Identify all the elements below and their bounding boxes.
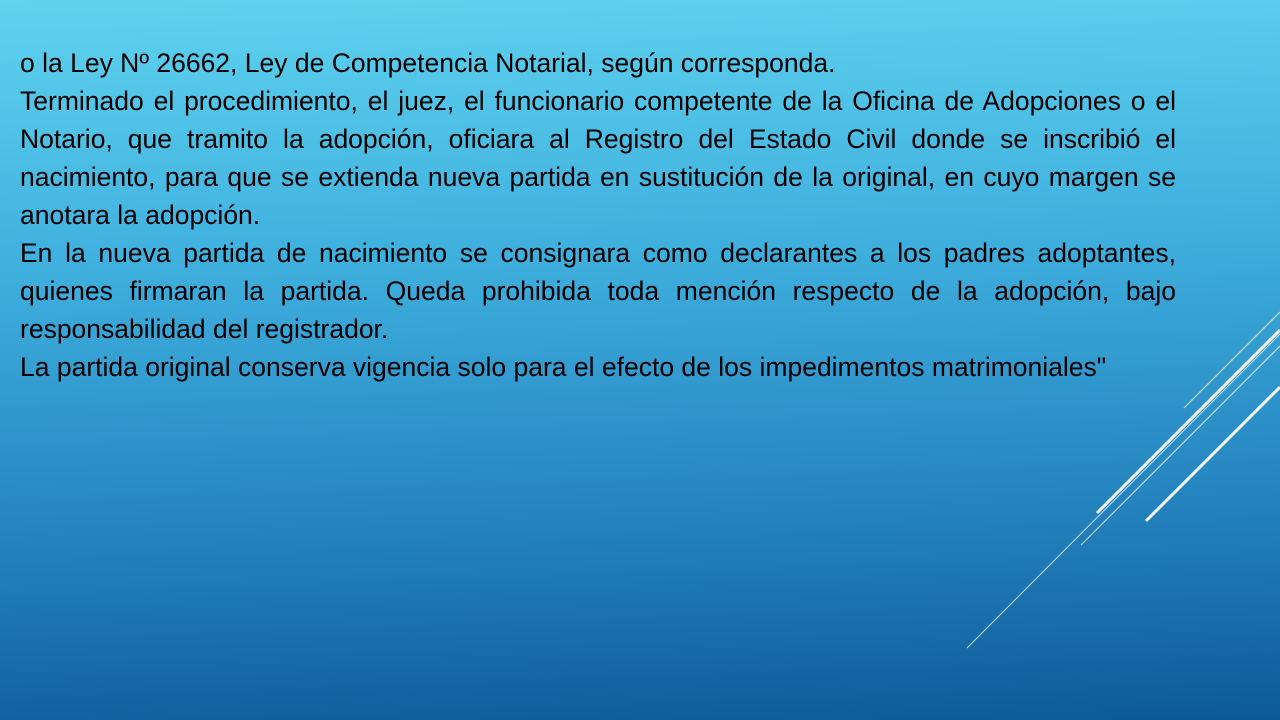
paragraph-4: La partida original conserva vigencia solo para el efecto de los impedimentos matrimoniales": [20, 352, 1107, 382]
body-text: [20, 44, 1176, 386]
paragraph-1: o la Ley Nº 26662, Ley de Competencia Notarial, según corresponda.: [20, 48, 836, 78]
paragraph-2: Terminado el procedimiento, el juez, el funcionario competente de la Oficina de Adopciones o el Notario, que tramito la adopción, oficiara al Registro del Estado Civil donde se inscribió el nacimiento, para que se extienda nueva partida en sustitución de la original, en cuyo margen se anotara la adopción.: [20, 86, 1176, 230]
decor-line-4: [1146, 387, 1280, 521]
paragraph-3: En la nueva partida de nacimiento se consignara como declarantes a los padres adoptantes, quienes firmaran la partida. Queda prohibida toda mención respecto de la adopción, bajo responsabilidad del registrador.: [20, 238, 1176, 344]
